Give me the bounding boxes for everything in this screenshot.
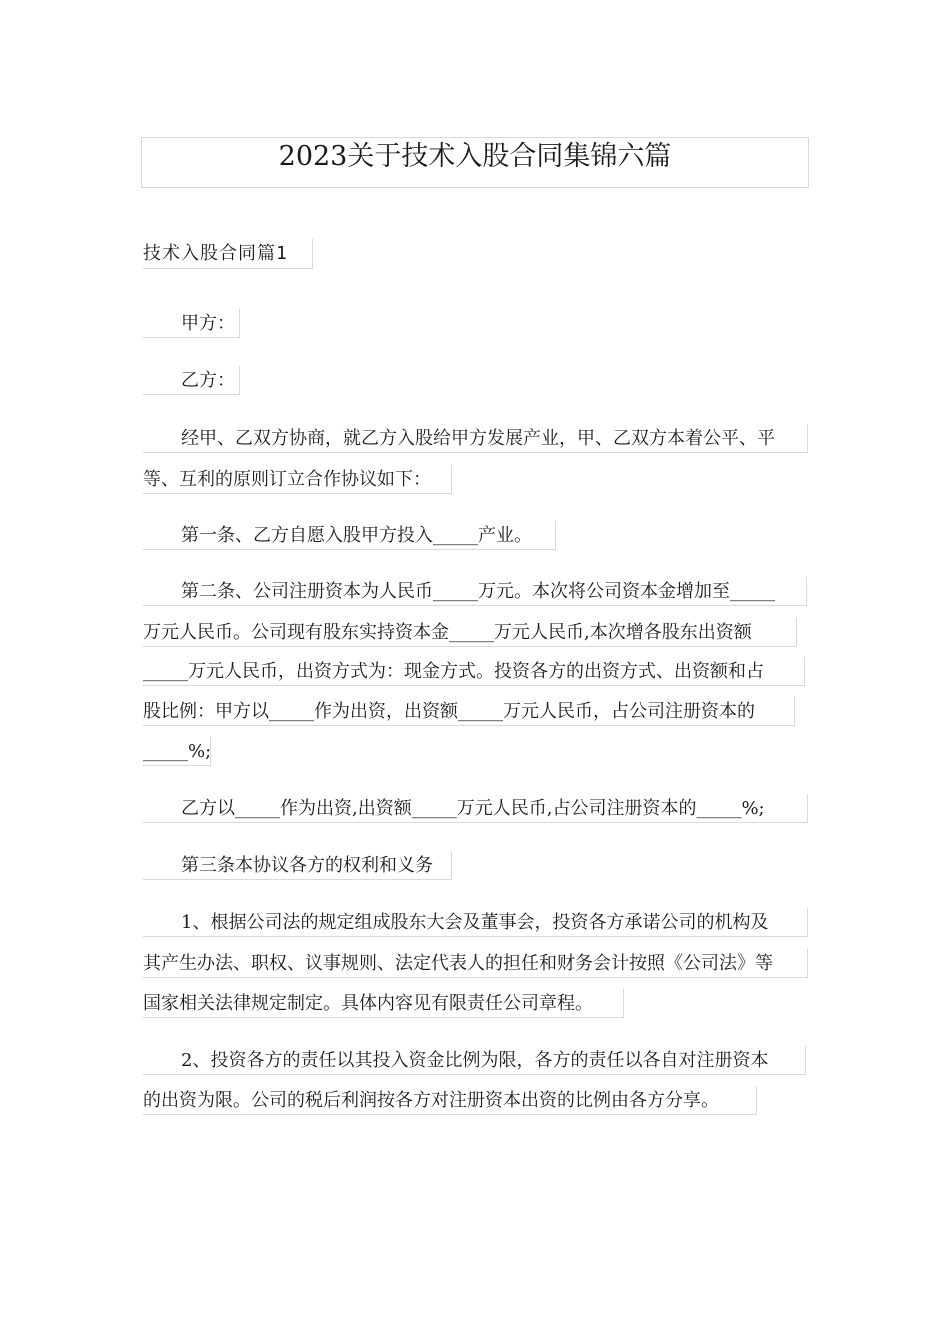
article-2-line-3: _____万元人民币，出资方式为：现金方式。投资各方的出资方式、出资额和占 [143,657,805,686]
clause-2-line-1: 2、投资各方的责任以其投入资金比例为限，各方的责任以各自对注册资本 [143,1046,806,1075]
article-2-line-4: 股比例：甲方以_____作为出资，出资额_____万元人民币，占公司注册资本的 [143,697,795,726]
section-heading: 技术入股合同篇1 [143,239,313,269]
document-title: 2023关于技术入股合同集锦六篇 [141,137,809,188]
clause-1-line-2: 其产生办法、职权、议事规则、法定代表人的担任和财务会计按照《公司法》等 [143,949,808,978]
article-1-line: 第一条、乙方自愿入股甲方投入_____产业。 [143,521,556,550]
clause-1-line-1: 1、根据公司法的规定组成股东大会及董事会，投资各方承诺公司的机构及 [143,908,808,937]
intro-line-1: 经甲、乙双方协商，就乙方入股给甲方发展产业，甲、乙双方本着公平、平 [143,424,808,453]
party-b-line: 乙方： [143,366,240,395]
article-2-line-5: _____%; [143,737,211,766]
party-a-line: 甲方： [143,309,240,338]
clause-1-line-3: 国家相关法律规定制定。具体内容见有限责任公司章程。 [143,989,624,1018]
article-2-line-2: 万元人民币。公司现有股东实持资本金_____万元人民币,本次增各股东出资额 [143,618,797,647]
article-3-heading: 第三条本协议各方的权利和义务 [143,851,452,880]
intro-line-2: 等、互利的原则订立合作协议如下： [143,465,452,494]
article-2-line-1: 第二条、公司注册资本为人民币_____万元。本次将公司资本金增加至_____ [143,577,807,606]
clause-2-line-2: 的出资为限。公司的税后利润按各方对注册资本出资的比例由各方分享。 [143,1086,757,1115]
party-b-contribution-line: 乙方以_____作为出资,出资额_____万元人民币,占公司注册资本的_____%; [143,794,808,823]
